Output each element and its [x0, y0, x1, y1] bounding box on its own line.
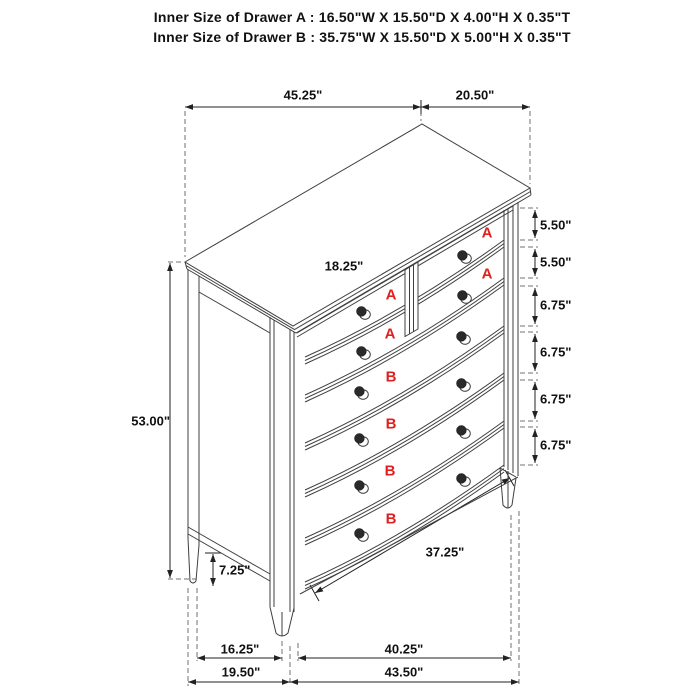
dim-base-width-outer: 43.50" — [384, 664, 424, 680]
drawer-knob — [355, 387, 369, 400]
drawer-knob — [458, 251, 472, 264]
dim-drawer-row-3: 6.75" — [540, 297, 572, 313]
drawer-label-a2-right: A — [481, 265, 493, 283]
drawer-label-b1: B — [385, 368, 397, 386]
dim-base-depth-inner: 16.25" — [220, 641, 260, 657]
drawer-a-inner-size-text: Inner Size of Drawer A : 16.50"W X 15.50"D X 4.00"H X 0.35"T — [153, 9, 571, 25]
dim-drawer-a-width: 18.25" — [324, 258, 364, 274]
drawer-b-inner-size-text: Inner Size of Drawer B : 35.75"W X 15.50"D X 5.00"H X 0.35"T — [153, 29, 571, 45]
drawer-label-a2-left: A — [384, 325, 396, 343]
dim-base-depth-outer: 19.50" — [221, 664, 261, 680]
drawer-knob — [357, 347, 371, 360]
dim-drawer-b-width: 37.25" — [425, 544, 465, 560]
drawer-label-a1-right: A — [481, 224, 493, 242]
drawer-knob — [355, 481, 369, 494]
drawer-knob — [457, 426, 471, 439]
dim-drawer-row-1: 5.50" — [540, 217, 572, 233]
dresser-legs — [188, 468, 516, 636]
drawer-label-b2: B — [385, 415, 397, 433]
dim-drawer-row-4: 6.75" — [540, 344, 572, 360]
dim-leg-height: 7.25" — [219, 562, 251, 578]
dim-base-width-inner: 40.25" — [384, 641, 424, 657]
dim-drawer-row-2: 5.50" — [540, 254, 572, 270]
drawer-knob — [357, 307, 371, 320]
drawer-divider — [405, 262, 418, 337]
dim-drawer-row-6: 6.75" — [540, 437, 572, 453]
drawer-label-a1-left: A — [385, 286, 397, 304]
drawer-knob — [355, 529, 369, 542]
drawer-knob — [457, 474, 471, 487]
drawer-knob — [457, 379, 471, 392]
dim-drawer-row-5: 6.75" — [540, 391, 572, 407]
drawer-label-b3: B — [384, 462, 396, 480]
drawer-knob — [458, 291, 472, 304]
dim-top-depth: 20.50" — [455, 87, 495, 103]
drawer-knob — [355, 434, 369, 447]
dim-top-width: 45.25" — [283, 87, 323, 103]
dim-overall-height: 53.00" — [131, 413, 170, 429]
dresser-side-panel — [188, 269, 294, 612]
drawer-label-b4: B — [385, 510, 397, 528]
drawer-knob — [457, 332, 471, 345]
